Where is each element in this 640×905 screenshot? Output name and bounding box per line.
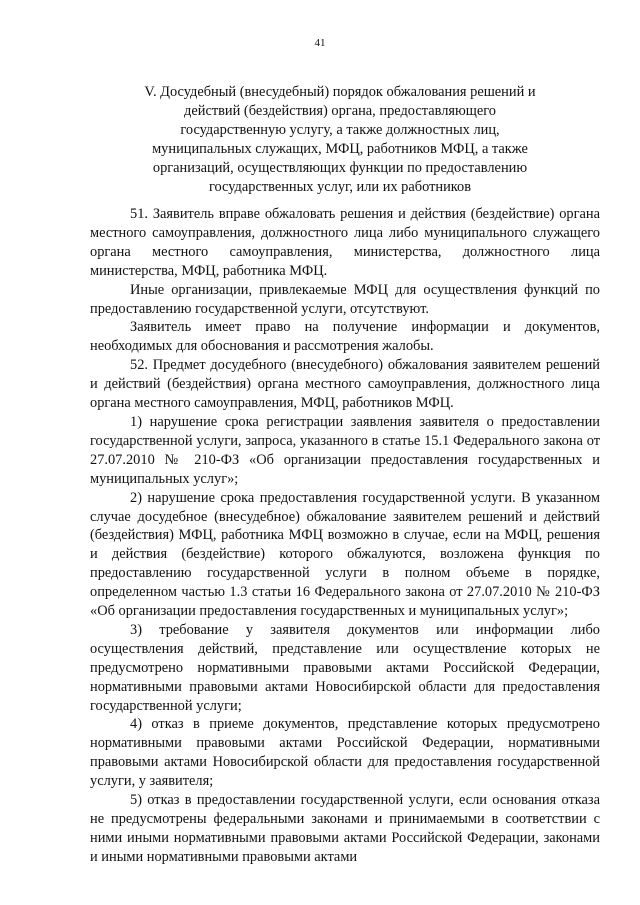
list-item-3: 3) требование у заявителя документов или информации либо осуществления действий, представление или осуществление которых не предусмотрено нормативными правовыми актами Российской Федерации, нормативными правовыми актами Новосибирской области для предоставления государственной услуги;: [90, 621, 600, 714]
paragraph-52: 52. Предмет досудебного (внесудебного) обжалования заявителем решений и действий (бездействия) органа местного самоуправления, должностного лица органа местного самоуправления, МФЦ, работников МФЦ.: [90, 357, 600, 412]
list-item-2: 2) нарушение срока предоставления государственной услуги. В указанном случае досудебное (внесудебное) обжалование заявителем решений и действий (бездействия) МФЦ, работника МФЦ возможно в случае, если на МФЦ, решения и действия (бездействие) которого обжалуются, возложена функция по предоставлению государственной услуги в полном объеме в порядке, определенном частью 1.3 статьи 16 Федерального закона от 27.07.2010 № 210-ФЗ «Об организации предоставления государственных и муниципальных услуг»;: [90, 489, 600, 620]
list-item-1: 1) нарушение срока регистрации заявления заявителя о предоставлении государственной услуги, запроса, указанного в статье 15.1 Федерального закона от 27.07.2010 № 210-ФЗ «Об организации предоставления государственных и муниципальных услуг»;: [90, 413, 600, 487]
document-body: [90, 205, 600, 867]
list-item-5: 5) отказ в предоставлении государственной услуги, если основания отказа не предусмотрены федеральными законами и принимаемыми в соответствии с ними иными нормативными правовыми актами Российской Федерации, законами и иными нормативными правовыми актами: [90, 792, 600, 865]
list-item-4: 4) отказ в приеме документов, представление которых предусмотрено нормативными правовыми актами Российской Федерации, нормативными правовыми актами Новосибирской области для предоставления государственной услуги, у заявителя;: [90, 716, 600, 790]
paragraph-other-organizations: Иные организации, привлекаемые МФЦ для осуществления функций по предоставлению государственной услуги, отсутствуют.: [90, 281, 600, 317]
paragraph-right-to-information: Заявитель имеет право на получение информации и документов, необходимых для обоснования и рассмотрения жалобы.: [90, 319, 600, 355]
page-number: 41: [314, 37, 326, 49]
paragraph-51: 51. Заявитель вправе обжаловать решения и действия (бездействие) органа местного самоуправления, должностного лица либо муниципального служащего органа местного самоуправления, министерства, должностного лица министерства, МФЦ, работника МФЦ.: [90, 206, 600, 279]
section-title: V. Досудебный (внесудебный) порядок обжалования решений и действий (бездействия) органа, предоставляющего государственную услугу, а также должностных лиц, муниципальных служащих, МФЦ, работников МФЦ, а также организаций, осуществляющих функции по предоставлению государственных услуг, или их работников: [144, 84, 536, 195]
